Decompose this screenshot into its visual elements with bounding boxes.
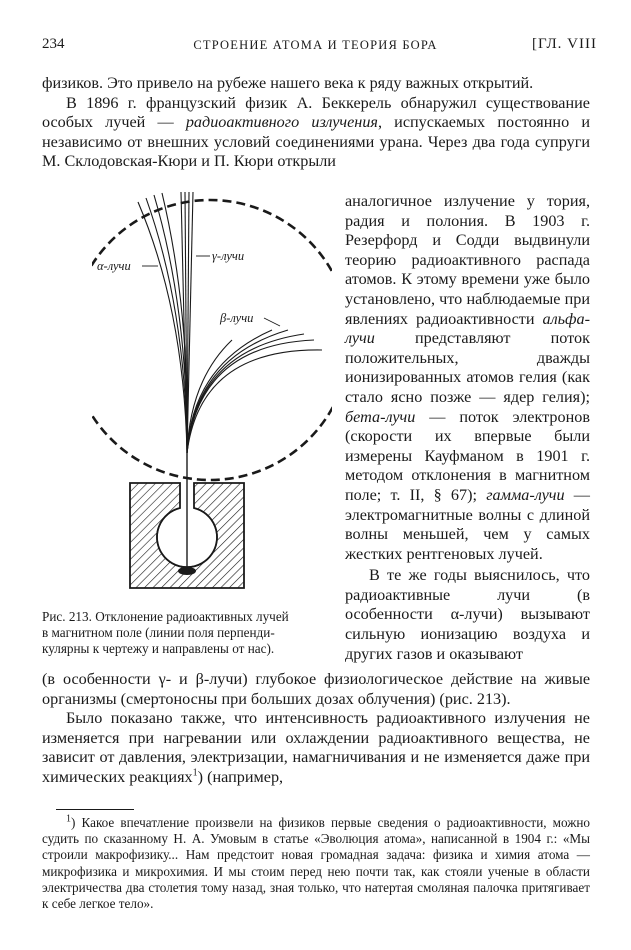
- footnote: $^1$) Какое впечатление произвели на физиков первые сведения о радиоактивности, можно судить по сказанному Н. А. Умовым в статье «Эволюция атома», написанной в 1904 г.: «Мы строили макрофизику... Нам предстоит новая громадная задача: физика и химия атома — микрофизика и микрохимия. И мы стоим перед нею почти так, как стояли ученые в области электричества два столетия тому назад, зная только, что натертая смоляная палочка притягивает к себе легкое тело».: [42, 813, 590, 912]
- chapter-label: [ГЛ. VIII: [531, 36, 597, 52]
- running-header: [0, 36, 631, 58]
- pointer-beta: [264, 318, 280, 326]
- radioactive-source: [178, 567, 196, 575]
- figure-213: [92, 190, 332, 590]
- label-gamma: γ-лучи: [212, 249, 245, 263]
- body-bottom: [42, 670, 590, 788]
- magnetic-field-region: [92, 200, 332, 480]
- right-paragraph-1: аналогичное излучение у тория, радия и полония. В 1903 г. Резерфорд и Содди выдвинули теорию радиоактивного распада атомов. К этому времени уже было установлено, что наблюдаемые при явлениях радиоактивности альфа-лучи представляют поток положительных, дважды ионизированных атомов гелия (как стало ясно позже — ядер гелия); бета-лучи — поток электронов (скорости их впервые были измерены Кауфманом в 1901 г. методом отклонения в магнитном поле; т. II, § 67); гамма-лучи — электромагнитные волны с длиной волны меньшей, чем у самых жестких рентгеновых лучей.: [345, 192, 590, 563]
- footnote-ref: 1: [192, 767, 198, 779]
- paragraph-3: Было показано также, что интенсивность радиоактивного излучения не изменяется при нагревании или охлаждении радиоактивного вещества, не зависит от давления, электризации, намагничивания и не изменяется даже при химических реакциях$^1$) (например,: [42, 709, 590, 786]
- paragraph-2: (в особенности γ- и β-лучи) глубокое физиологическое действие на живые организмы (смертоносны при больших дозах облучения) (рис. 213).: [42, 670, 590, 708]
- beta-ray-6: [187, 350, 322, 453]
- page-number: 234: [42, 36, 65, 52]
- paragraph-1: В 1896 г. французский физик А. Беккерель обнаружил существование особых лучей — радиоактивного излучения, испускаемых постоянно и независимо от внешних условий соединениями урана. Через два года супруги М. Склодовская-Кюри и П. Кюри открыли: [42, 93, 590, 171]
- beta-ray-3: [187, 330, 288, 453]
- chapter-title: СТРОЕНИЕ АТОМА И ТЕОРИЯ БОРА: [193, 38, 438, 52]
- figure-caption: Рис. 213. Отклонение радиоактивных лучей в магнитном поле (линии поля перпенди- кулярны к чертежу и направлены от нас).: [42, 609, 289, 657]
- body-top: [42, 74, 590, 172]
- alpha-ray-1: [138, 202, 187, 453]
- footnote-mark: 1: [66, 813, 71, 825]
- paragraph-0: физиков. Это привело на рубеже нашего века к ряду важных открытий.: [42, 74, 534, 92]
- radioactive-deflection-diagram: [92, 190, 332, 590]
- footnote-rule: [56, 809, 134, 810]
- alpha-ray-2: [146, 198, 187, 453]
- label-alpha: α-лучи: [97, 259, 131, 273]
- beta-ray-1: [187, 340, 232, 453]
- right-paragraph-2: В те же годы выяснилось, что радиоактивные лучи (в особенности α-лучи) вызывают сильную ионизацию воздуха и других газов и оказывают: [345, 566, 590, 663]
- label-beta: β-лучи: [220, 311, 254, 325]
- beta-ray-2: [187, 330, 272, 453]
- right-column: [345, 192, 590, 664]
